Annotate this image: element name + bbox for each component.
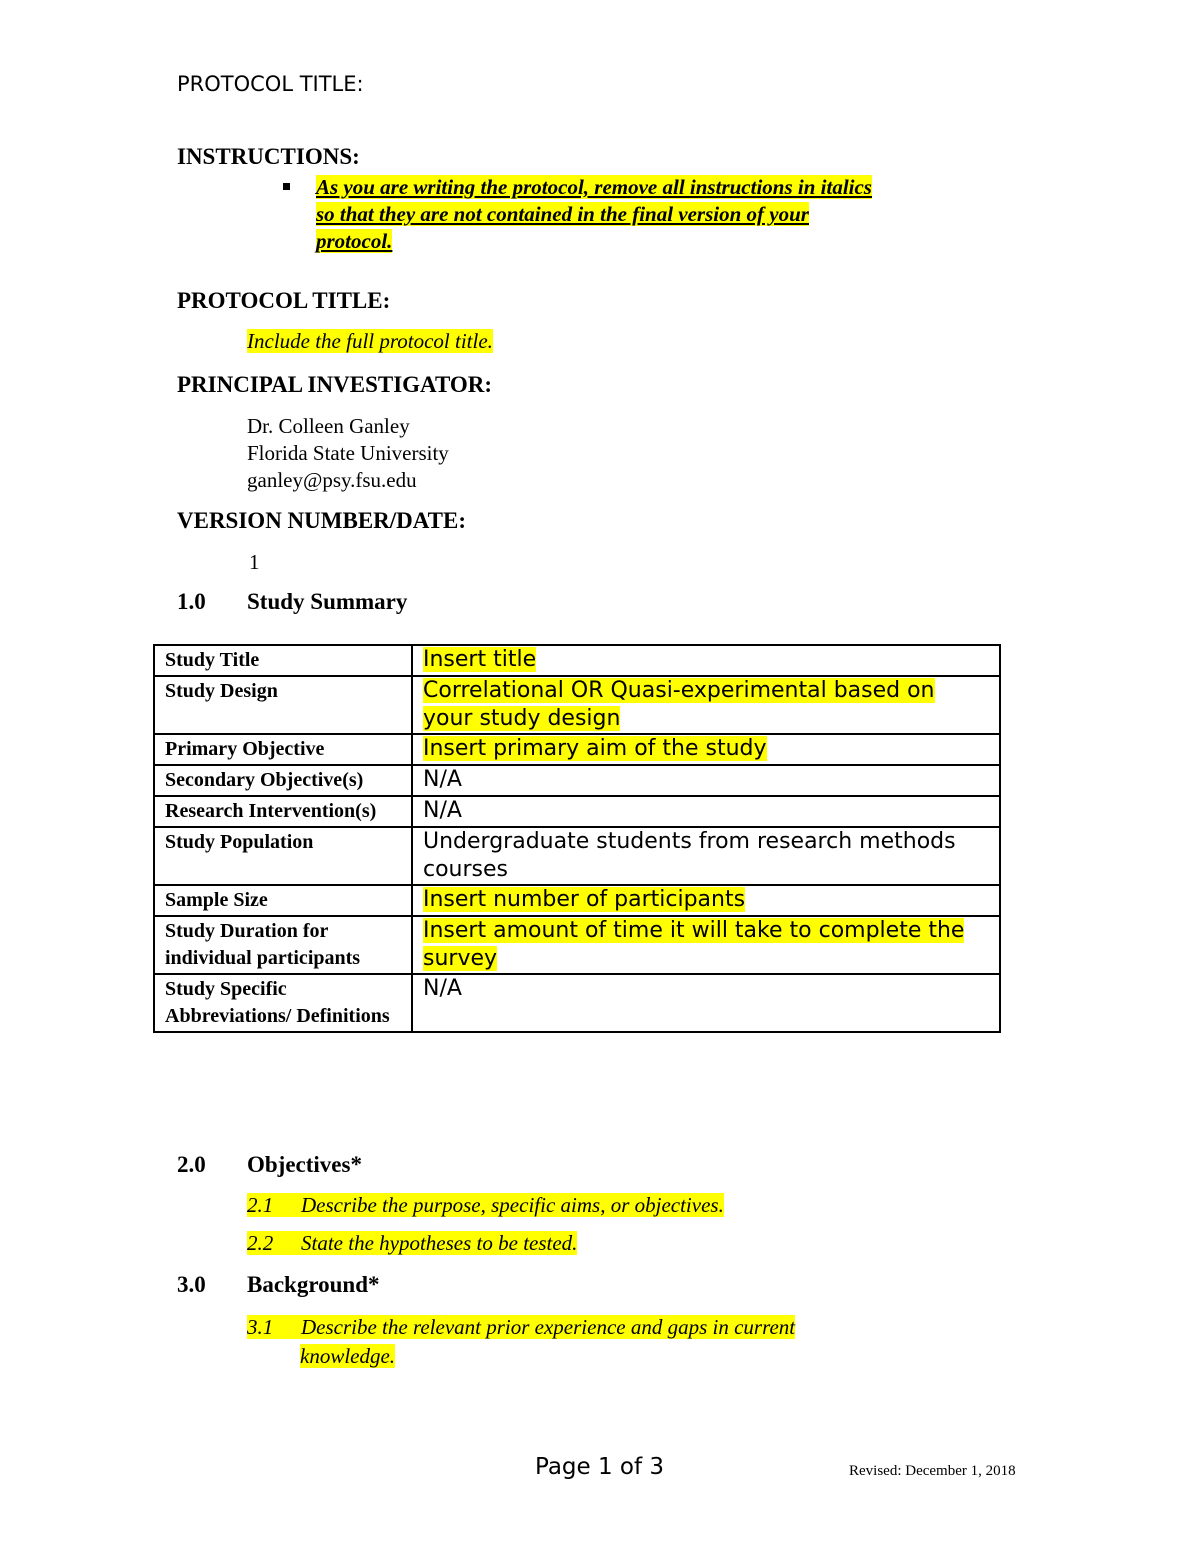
item-text: Describe the purpose, specific aims, or objectives. [301,1193,724,1217]
summary-row-value: Insert amount of time it will take to complete the survey [423,918,965,971]
item-number: 3.1 [247,1315,274,1339]
revised-date: Revised: December 1, 2018 [849,1463,1016,1479]
summary-row-value: N/A [423,798,462,823]
summary-row [154,827,1000,885]
objective-item-2-1 [247,1193,724,1218]
summary-row-value: Insert primary aim of the study [423,736,767,761]
summary-row-value: Insert number of participants [423,887,746,912]
summary-row-value-cell [412,676,1000,734]
summary-row-value-cell [412,645,1000,676]
summary-row-label: Study Population [154,827,412,885]
section-3-number: 3.0 [177,1272,206,1297]
instructions-line-3: protocol. [316,229,393,253]
instructions-heading: INSTRUCTIONS: [177,144,360,169]
item-text: State the hypotheses to be tested. [301,1231,578,1255]
summary-row-value: N/A [423,976,462,1001]
summary-row-value-cell [412,796,1000,827]
summary-row-value-cell [412,765,1000,796]
summary-row-label: Sample Size [154,885,412,916]
item-text-line-1: Describe the relevant prior experience and gaps in current [301,1315,796,1339]
summary-row-value-cell [412,734,1000,765]
summary-row-label: Primary Objective [154,734,412,765]
instructions-line-2: so that they are not contained in the final version of your [316,202,809,226]
instructions-line-1: As you are writing the protocol, remove all instructions in italics [316,175,872,199]
principal-investigator-block [247,413,449,494]
summary-row-label: Study Specific Abbreviations/ Definitions [154,974,412,1032]
page-header-title: PROTOCOL TITLE: [177,72,364,96]
study-summary-table [153,644,1001,1033]
summary-row-label: Study Design [154,676,412,734]
item-number: 2.2 [247,1231,274,1255]
objective-item-2-2 [247,1231,577,1256]
summary-row-value: Insert title [423,647,537,672]
summary-row [154,645,1000,676]
summary-row [154,734,1000,765]
summary-row [154,974,1000,1032]
principal-investigator-heading: PRINCIPAL INVESTIGATOR: [177,372,493,397]
version-heading: VERSION NUMBER/DATE: [177,508,467,533]
summary-row-value: N/A [423,767,462,792]
summary-row-label: Study Duration for individual participants [154,916,412,974]
page-number: Page 1 of 3 [535,1454,665,1480]
pi-institution: Florida State University [247,441,449,465]
summary-row-value: Correlational OR Quasi-experimental based on your study design [423,678,935,731]
section-2-number: 2.0 [177,1152,206,1177]
summary-row-label: Research Intervention(s) [154,796,412,827]
summary-row-label: Study Title [154,645,412,676]
section-3-title: Background* [247,1272,380,1297]
pi-email: ganley@psy.fsu.edu [247,468,417,492]
summary-row [154,796,1000,827]
item-number: 2.1 [247,1193,274,1217]
section-2-title: Objectives* [247,1152,362,1177]
bullet-square-icon [283,183,290,190]
summary-row-label: Secondary Objective(s) [154,765,412,796]
summary-row-value-cell [412,974,1000,1032]
protocol-title-heading: PROTOCOL TITLE: [177,288,391,313]
summary-row-value-cell [412,827,1000,885]
background-item-3-1 [247,1313,867,1371]
pi-name: Dr. Colleen Ganley [247,414,410,438]
summary-row [154,676,1000,734]
summary-row-value: Undergraduate students from research methods courses [423,829,956,882]
summary-row [154,885,1000,916]
section-1-number: 1.0 [177,589,206,614]
protocol-title-placeholder [247,329,493,354]
summary-row [154,765,1000,796]
section-1-title: Study Summary [247,589,408,614]
summary-row-value-cell [412,916,1000,974]
protocol-title-placeholder-text: Include the full protocol title. [247,329,493,353]
summary-row-value-cell [412,885,1000,916]
version-value: 1 [249,550,260,574]
summary-row [154,916,1000,974]
instructions-text [316,174,956,255]
item-text-line-2: knowledge. [300,1344,396,1368]
